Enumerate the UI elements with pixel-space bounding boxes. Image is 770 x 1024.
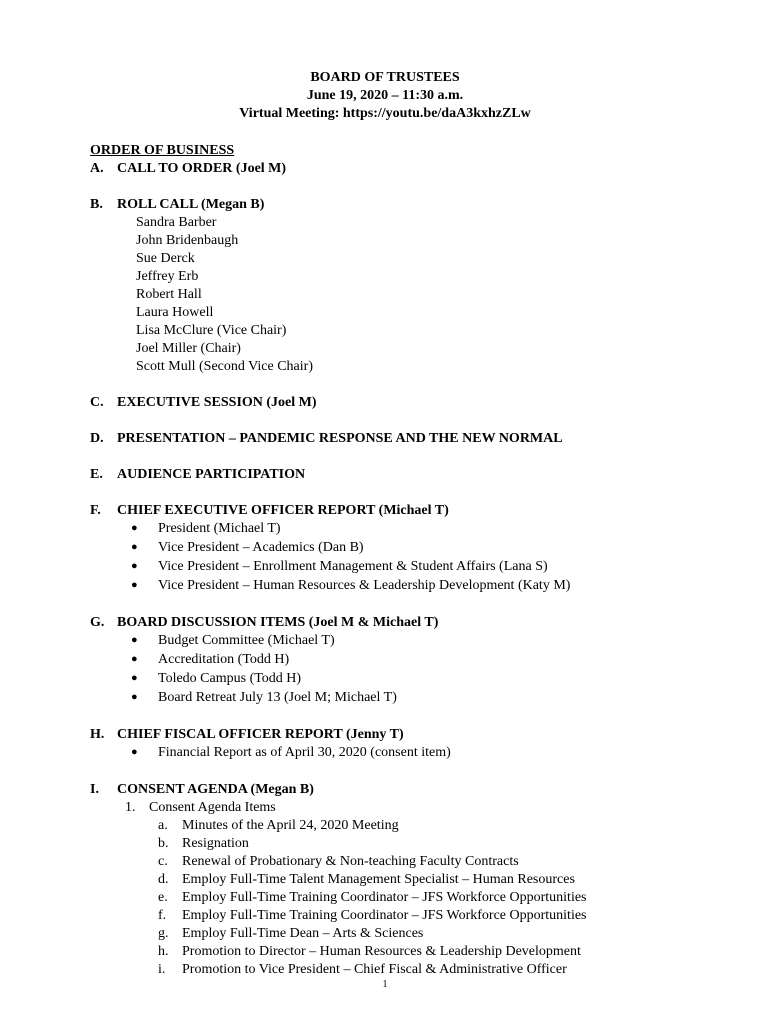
bullet-icon: ● [131,746,138,758]
order-of-business-heading: ORDER OF BUSINESS [90,143,235,158]
bullet-icon: ● [131,653,138,665]
bullet-icon: ● [131,579,138,591]
list-item: a. Minutes of the April 24, 2020 Meeting [158,818,399,833]
ceo-report-list [90,520,730,596]
bullet-icon: ● [131,672,138,684]
trustee-name: Sue Derck [136,251,195,266]
bullet-icon: ● [131,691,138,703]
section-d: D. PRESENTATION – PANDEMIC RESPONSE AND THE NEW NORMAL [90,431,563,446]
trustee-name: Joel Miller (Chair) [136,341,241,356]
section-c: C. EXECUTIVE SESSION (Joel M) [90,395,317,410]
list-item: ● Accreditation (Todd H) [131,651,730,670]
bullet-icon: ● [131,522,138,534]
trustee-name: John Bridenbaugh [136,233,239,248]
consent-items-list [90,817,730,979]
list-item: ● Vice President – Enrollment Management & Student Affairs (Lana S) [131,558,730,577]
list-item: ● President (Michael T) [131,520,730,539]
roll-call-list [90,214,730,376]
list-item: ● Board Retreat July 13 (Joel M; Michael T) [131,689,730,708]
section-i: I. CONSENT AGENDA (Megan B) [90,782,314,797]
page-number: 1 [382,979,388,990]
board-discussion-list [90,632,730,708]
list-item: h. Promotion to Director – Human Resources & Leadership Development [158,944,581,959]
list-item: b. Resignation [158,836,249,851]
consent-agenda-items-heading: 1. Consent Agenda Items [125,800,276,815]
trustee-name: Robert Hall [136,287,202,302]
section-e: E. AUDIENCE PARTICIPATION [90,467,306,482]
list-item: f. Employ Full-Time Training Coordinator – JFS Workforce Opportunities [158,908,587,923]
trustee-name: Scott Mull (Second Vice Chair) [136,359,313,374]
agenda [90,142,730,979]
list-item: g. Employ Full-Time Dean – Arts & Sciences [158,926,424,941]
list-item: d. Employ Full-Time Talent Management Specialist – Human Resources [158,872,575,887]
bullet-icon: ● [131,634,138,646]
trustee-name: Lisa McClure (Vice Chair) [136,323,287,338]
bullet-icon: ● [131,541,138,553]
meeting-link: Virtual Meeting: https://youtu.be/daA3kxhzZLw [239,106,531,121]
section-a: A. CALL TO ORDER (Joel M) [90,161,287,176]
list-item: i. Promotion to Vice President – Chief Fiscal & Administrative Officer [158,962,567,977]
list-item: e. Employ Full-Time Training Coordinator – JFS Workforce Opportunities [158,890,587,905]
section-h: H. CHIEF FISCAL OFFICER REPORT (Jenny T) [90,727,404,742]
trustee-name: Sandra Barber [136,215,217,230]
list-item: ● Financial Report as of April 30, 2020 (consent item) [131,744,730,763]
fiscal-report-list [90,744,730,763]
section-f: F. CHIEF EXECUTIVE OFFICER REPORT (Michael T) [90,503,449,518]
trustee-name: Jeffrey Erb [136,269,199,284]
list-item: ● Budget Committee (Michael T) [131,632,730,651]
list-item: c. Renewal of Probationary & Non-teaching Faculty Contracts [158,854,519,869]
document-header [0,69,770,123]
list-item: ● Toledo Campus (Todd H) [131,670,730,689]
bullet-icon: ● [131,560,138,572]
list-item: ● Vice President – Human Resources & Leadership Development (Katy M) [131,577,730,596]
list-item: ● Vice President – Academics (Dan B) [131,539,730,558]
meeting-date: June 19, 2020 – 11:30 a.m. [306,88,464,103]
board-title: BOARD OF TRUSTEES [310,70,460,85]
section-b: B. ROLL CALL (Megan B) [90,197,265,212]
section-g: G. BOARD DISCUSSION ITEMS (Joel M & Michael T) [90,615,439,630]
trustee-name: Laura Howell [136,305,214,320]
